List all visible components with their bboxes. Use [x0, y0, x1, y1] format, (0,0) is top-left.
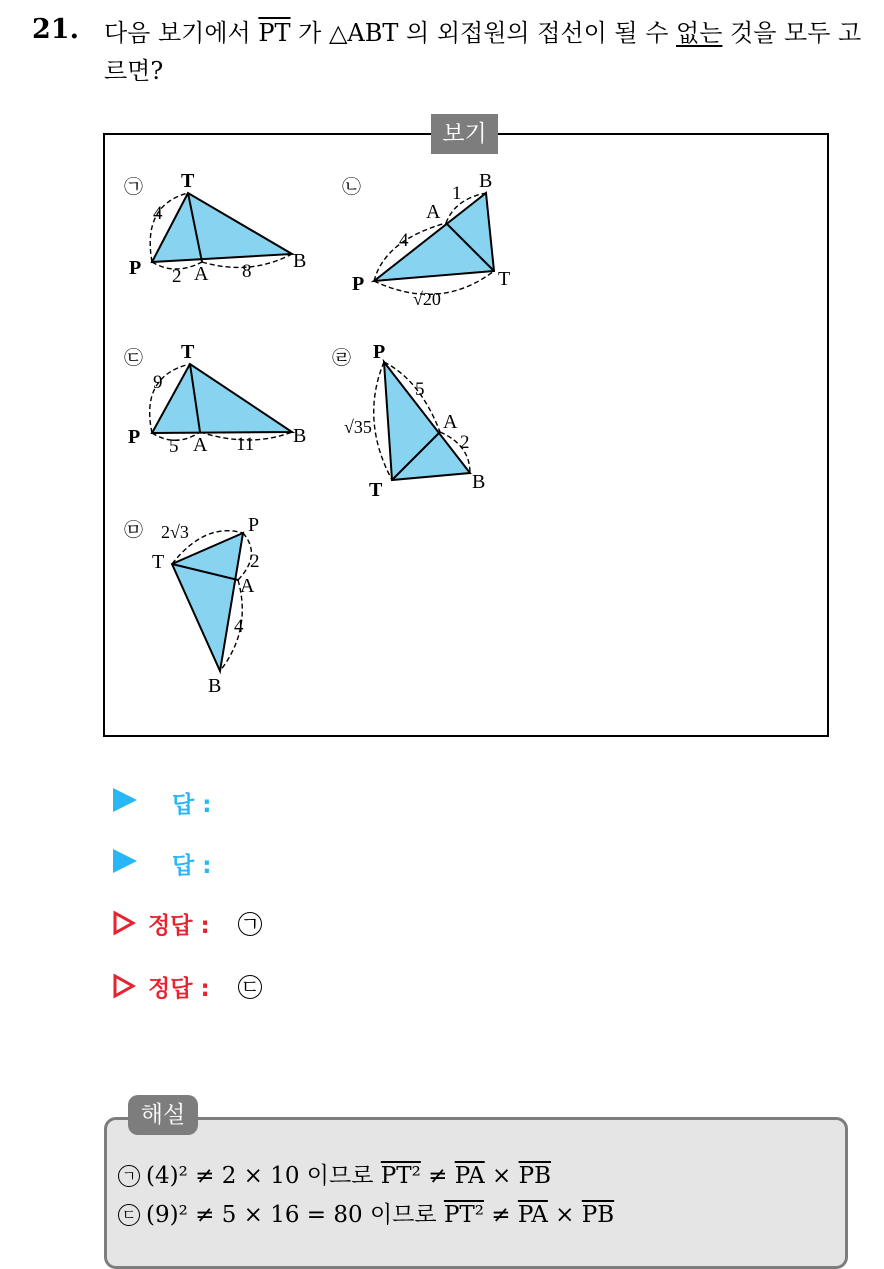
figure-4-label-a: A [443, 411, 458, 433]
explanation-neq-1: ≠ [420, 1163, 455, 1189]
figure-5-label-b: B [208, 675, 222, 697]
figure-2-label-p: P [352, 273, 365, 295]
figure-3-label-11: 11 [236, 434, 255, 455]
figure-5-label-t: T [152, 551, 165, 573]
correct-arrow-icon [112, 910, 136, 936]
correct-answer-label-2: 정답 : [148, 976, 210, 1002]
figure-3-label-p: P [128, 426, 141, 448]
correct-answer-label-1: 정답 : [148, 913, 210, 939]
figure-5-label-4: 4 [234, 616, 244, 637]
explanation-mark-2: ㄷ [118, 1204, 140, 1226]
figure-1-label-8: 8 [242, 261, 252, 282]
figure-1 [124, 170, 306, 287]
figure-4-mark: ㉣ [332, 348, 352, 369]
bogi-label: 보기 [431, 114, 498, 154]
figure-2-mark: ㉡ [342, 177, 362, 198]
segment-pt: $\overline{PT}$ [258, 19, 291, 47]
figure-5-label-a: A [240, 575, 255, 597]
figure-5 [124, 514, 260, 697]
figure-5-mark: ㉤ [124, 520, 144, 541]
explanation-panel [104, 1117, 848, 1269]
figure-2-label-t: T [498, 268, 511, 290]
figure-4-label-t: T [369, 479, 383, 501]
answer-label-2: 답 : [172, 853, 212, 879]
figure-1-label-4: 4 [153, 203, 163, 224]
figure-1-label-b: B [293, 250, 307, 272]
figure-1-mark: ㉠ [124, 177, 144, 198]
correct-arrow-icon [112, 973, 136, 999]
figure-2 [342, 170, 510, 309]
explanation-text-1: (4)² ≠ 2 × 10 이므로 [146, 1163, 381, 1189]
question-number: 21. [32, 14, 79, 45]
figure-1-label-a: A [194, 263, 209, 285]
figure-3 [124, 341, 306, 457]
figure-4-label-sqrt35: √35 [344, 417, 372, 437]
figure-2-label-sqrt20: √20 [413, 289, 441, 309]
underlined-word: 없는 [676, 19, 723, 47]
explanation-times-1: × [484, 1163, 519, 1189]
question-text-end: 것을 모두 고르면? [104, 19, 862, 85]
figure-3-mark: ㉢ [124, 348, 144, 369]
explanation-neq-2: ≠ [483, 1202, 518, 1228]
question-text-mid: 가 △ABT 의 외접원의 접선이 될 수 [290, 19, 677, 47]
figure-2-label-1: 1 [452, 183, 462, 204]
figure-2-label-4: 4 [399, 230, 409, 251]
explanation-pa-1: $\overline{PA}$ [454, 1163, 485, 1189]
explanation-pa-2: $\overline{PA}$ [517, 1202, 548, 1228]
figure-4-label-5: 5 [415, 379, 425, 400]
explanation-label: 해설 [128, 1095, 198, 1135]
explanation-pb-1: $\overline{PB}$ [518, 1163, 551, 1189]
figure-4 [332, 341, 485, 501]
figure-3-label-5: 5 [169, 436, 179, 457]
figure-4-label-b: B [472, 471, 486, 493]
correct-answer-value-2: ㄷ [238, 975, 262, 999]
figure-1-label-t: T [181, 170, 195, 192]
explanation-times-2: × [547, 1202, 582, 1228]
figure-2-label-a: A [426, 201, 441, 223]
explanation-pt2-1: PT² [380, 1163, 421, 1189]
figure-4-label-p: P [373, 341, 386, 363]
figure-5-label-2sqrt3: 2√3 [161, 522, 189, 542]
figure-3-label-b: B [293, 425, 307, 447]
explanation-text-2: (9)² ≠ 5 × 16 = 80 이므로 [146, 1202, 444, 1228]
explanation-mark-1: ㄱ [118, 1165, 140, 1187]
figure-2-label-b: B [479, 170, 493, 192]
figure-1-label-p: P [129, 257, 142, 279]
answer-arrow-icon [113, 849, 137, 873]
explanation-pb-2: $\overline{PB}$ [581, 1202, 615, 1228]
explanation-line-2 [118, 1196, 614, 1229]
figure-3-label-9: 9 [153, 372, 163, 393]
answer-label-1: 답 : [172, 792, 212, 818]
correct-answer-value-1: ㄱ [238, 912, 262, 936]
figure-5-label-2: 2 [250, 551, 260, 572]
figure-5-label-p: P [248, 514, 260, 536]
explanation-line-1 [118, 1157, 551, 1190]
figure-1-label-2: 2 [172, 266, 182, 287]
question-text-before: 다음 보기에서 [104, 19, 259, 47]
figure-3-label-t: T [181, 341, 195, 363]
answer-arrow-icon [113, 788, 137, 812]
figure-4-label-2: 2 [460, 432, 470, 453]
figure-3-label-a: A [193, 434, 208, 456]
explanation-pt2-2: PT² [443, 1202, 484, 1228]
